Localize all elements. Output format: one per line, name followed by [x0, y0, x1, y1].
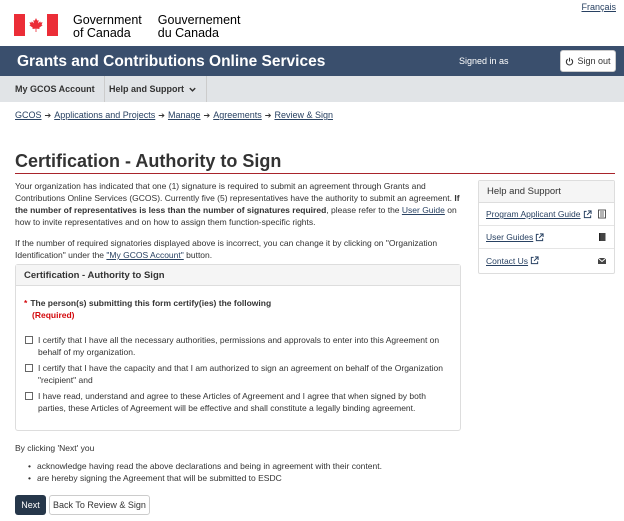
certify-capacity-label: I certify that I have the capacity and that I am authorized to sign an agreement on behalf of the Organization "recipient" and — [38, 363, 443, 385]
certify-capacity-option[interactable] — [24, 362, 452, 386]
list-item: • are hereby signing the Agreement that will be submitted to ESDC — [28, 472, 382, 484]
breadcrumb-manage[interactable]: Manage — [167, 110, 201, 120]
title-divider — [15, 173, 615, 174]
breadcrumb — [15, 110, 333, 120]
certify-authority-checkbox[interactable] — [25, 336, 33, 344]
menu-help-and-support-label: Help and Support — [109, 84, 184, 94]
arrow-right-icon: ➔ — [158, 110, 165, 120]
certification-panel — [15, 264, 461, 431]
sidebar-item-contact-us[interactable] — [479, 249, 614, 272]
menu-help-and-support[interactable] — [100, 76, 207, 102]
agree-articles-option[interactable] — [24, 390, 452, 414]
main-menu — [0, 76, 624, 102]
envelope-icon — [597, 256, 607, 266]
required-marker: * — [24, 298, 28, 308]
app-title: Grants and Contributions Online Services — [17, 53, 326, 70]
sidebar-item-program-applicant-guide[interactable] — [479, 203, 614, 226]
app-banner — [0, 46, 624, 76]
certify-authority-label: I certify that I have all the necessary authorities, permissions and approvals to enter into this Agreement on behalf of my organization. — [38, 335, 440, 357]
sign-out-button[interactable] — [560, 50, 616, 72]
book-icon — [597, 232, 607, 242]
user-guide-link[interactable]: User Guide — [401, 205, 445, 215]
user-guides-link[interactable]: User Guides — [486, 232, 544, 242]
certification-question: * The person(s) submitting this form certify(ies) the following — [24, 298, 272, 308]
list-item: • acknowledge having read the above declarations and being in agreement with their content. — [28, 460, 382, 472]
external-link-icon — [583, 210, 592, 219]
signed-in-label: Signed in as — [459, 56, 509, 66]
panel-title: Certification - Authority to Sign — [16, 265, 460, 286]
fip-english: Government of Canada — [73, 13, 142, 40]
chevron-down-icon — [188, 85, 197, 94]
external-link-icon — [530, 256, 539, 265]
help-support-sidebar — [478, 180, 615, 274]
breadcrumb-review-sign[interactable]: Review & Sign — [274, 110, 333, 120]
page-title: Certification - Authority to Sign — [15, 151, 282, 171]
certify-capacity-checkbox[interactable] — [25, 364, 33, 372]
contact-us-link[interactable]: Contact Us — [486, 256, 539, 266]
required-label: (Required) — [32, 310, 75, 320]
certify-authority-option[interactable] — [24, 334, 452, 358]
breadcrumb-applications[interactable]: Applications and Projects — [54, 110, 156, 120]
acknowledgement-list — [28, 460, 382, 484]
breadcrumb-agreements[interactable]: Agreements — [213, 110, 262, 120]
agree-articles-label: I have read, understand and agree to these Articles of Agreement and I agree that when signed by both parties, these Articles of Agreement will be effective and shall constitute a legally binding agreement. — [38, 391, 426, 413]
arrow-right-icon: ➔ — [44, 110, 52, 120]
document-icon — [597, 209, 607, 219]
my-gcos-account-link[interactable]: "My GCOS Account" — [106, 250, 184, 260]
sidebar-item-user-guides[interactable] — [479, 226, 614, 249]
intro-paragraph-1: Your organization has indicated that one (1) signature is required to submit an agreement through Grants and Contributions Online Services (GCOS). Currently five (5) representatives have the authority to submit an agreement. If the number of representatives is less than the number of signatures required, please refer to the User Guide on how to invite representatives and on how to assign them function-specific rights. — [15, 181, 460, 227]
sidebar-title: Help and Support — [479, 181, 614, 203]
maple-leaf-icon — [28, 17, 44, 33]
agree-articles-checkbox[interactable] — [25, 392, 33, 400]
fip-french: Gouvernement du Canada — [157, 13, 241, 40]
arrow-right-icon: ➔ — [203, 110, 211, 120]
sign-out-label: Sign out — [577, 56, 611, 66]
intro-text — [15, 180, 461, 270]
by-next-text: By clicking 'Next' you — [15, 443, 95, 453]
menu-my-gcos-account[interactable]: My GCOS Account — [6, 76, 105, 102]
government-signature — [14, 14, 256, 40]
back-to-review-sign-button[interactable]: Back To Review & Sign — [49, 495, 150, 515]
intro-paragraph-2: If the number of required signatories displayed above is incorrect, you can change it by clicking on "Organization Identification" under the "My GCOS Account" button. — [15, 238, 438, 260]
language-toggle-link[interactable]: Français — [581, 2, 616, 12]
arrow-right-icon: ➔ — [264, 110, 272, 120]
external-link-icon — [535, 233, 544, 242]
program-applicant-guide-link[interactable]: Program Applicant Guide — [486, 209, 592, 219]
canada-flag-icon — [14, 14, 58, 36]
breadcrumb-gcos[interactable]: GCOS — [15, 110, 42, 120]
power-icon — [565, 57, 574, 66]
next-button[interactable]: Next — [15, 495, 46, 515]
